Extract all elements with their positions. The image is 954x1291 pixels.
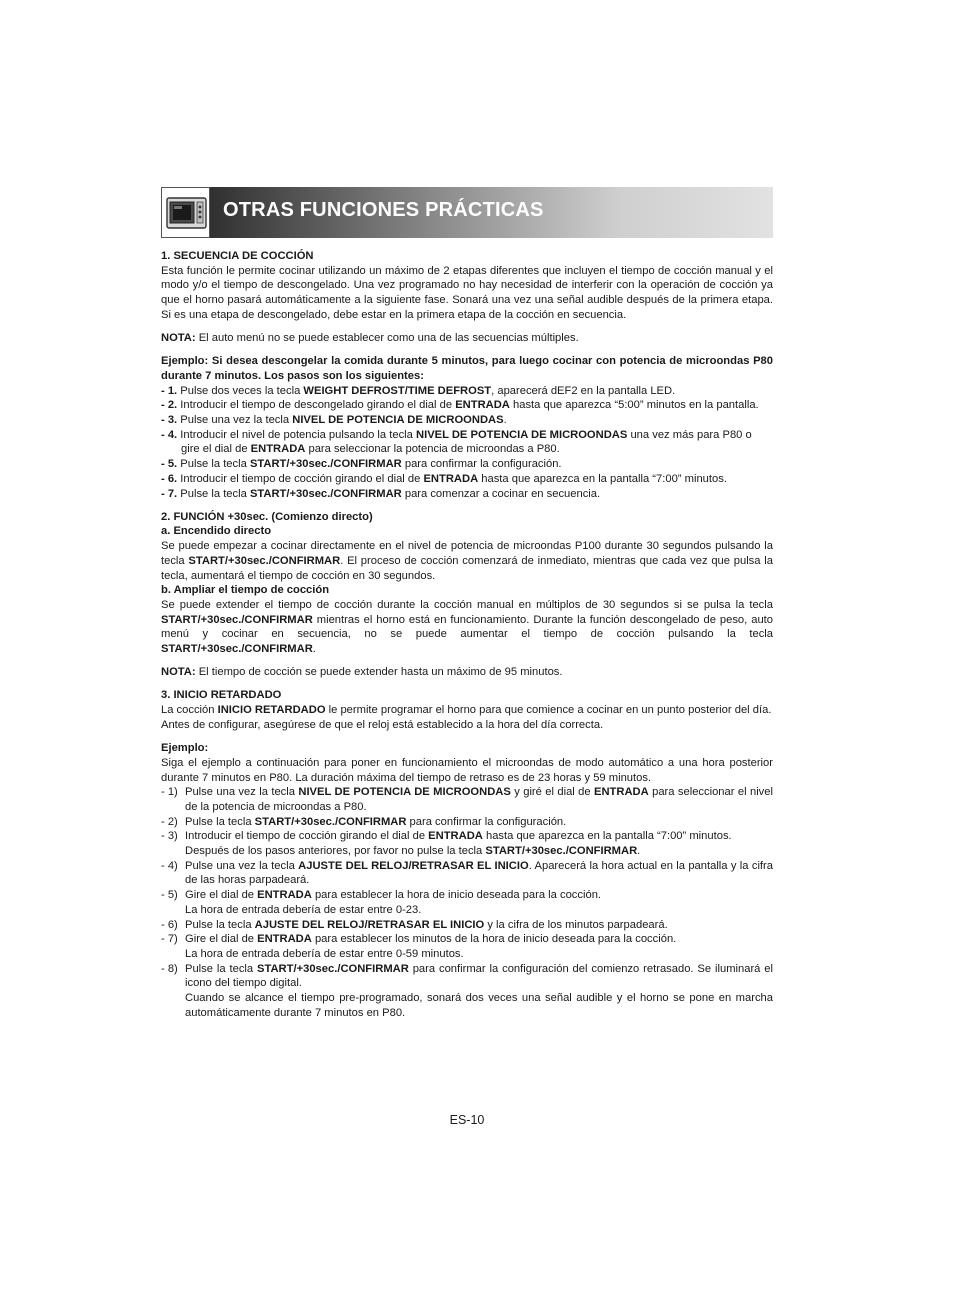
text-run: Introducir el tiempo de descongelado girando el dial de [177,399,456,412]
s3-example-body: Siga el ejemplo a continuación para poner en funcionamiento el microondas de modo automático a una hora posterior durante 7 minutos en P80. La duración máxima del tiempo de retraso es de 23 horas y 59 minutos. [161,756,773,784]
s1-note-label: NOTA: [161,332,196,345]
step-item [161,829,773,844]
text-run: hasta que aparezca en la pantalla “7:00” minutos. [482,830,732,843]
step-item [161,413,773,428]
text-run: hasta que aparezca en la pantalla “7:00” minutos. [478,472,727,485]
key-term: START/+30sec./CONFIRMAR [249,458,402,471]
key-term: ENTRADA [428,830,483,843]
step-number: - 1. [161,384,178,397]
step-continuation [161,947,773,962]
text-run: para seleccionar la potencia de microondas a P80. [305,443,560,456]
key-term: NIVEL DE POTENCIA DE MICROONDAS [292,414,504,427]
step-number: - 5. [161,458,178,471]
text-run: para confirmar la configuración. [406,815,567,828]
s2-a-heading: a. Encendido directo [161,525,272,538]
key-term: START/+30sec./CONFIRMAR [485,845,638,858]
key-term: WEIGHT DEFROST/TIME DEFROST [303,384,492,397]
text-run: Se puede extender el tiempo de cocción durante la cocción manual en múltiplos de 30 segundos si se pulsa la tecla [161,598,773,611]
text-run: Pulse la tecla [185,815,255,828]
page-number: ES-10 [449,1113,485,1127]
text-run: Introducir el nivel de potencia pulsando la tecla [177,428,416,441]
text-run: . El proceso de cocción comenzará de inmediato, mientras que cada vez que pulsa la tecla, aumentará el tiempo de cocción en 30 segundos. [161,554,773,582]
s1-note-text: El auto menú no se puede establecer como una de las secuencias múltiples. [195,332,579,345]
step-number: - 7) [161,933,178,946]
s3-example-label: Ejemplo: [161,742,209,755]
text-run: para establecer la hora de inicio deseada para la cocción. [311,889,602,902]
text-run: . Aparecerá la hora actual en la pantalla y la cifra de las horas parpadeará. [185,859,773,887]
key-term: ENTRADA [423,472,479,485]
section-header-banner [161,187,773,238]
text-run: Pulse la tecla [177,487,250,500]
text-run: Pulse una vez la tecla [185,859,299,872]
text-run: . [637,845,641,858]
step-number: - 1) [161,786,178,799]
text-run: para establecer los minutos de la hora de inicio deseada para la cocción. [311,933,677,946]
step-item [161,859,773,888]
main-content [161,249,773,1020]
text-run: Después de los pasos anteriores, por favor no pulse la tecla [185,845,486,858]
step-item [161,472,773,487]
step-item [161,384,773,399]
step-number: - 3) [161,830,178,843]
s1-note [161,331,773,346]
step-continuation [161,991,773,1020]
step-number: - 2) [161,815,178,828]
key-term: START/+30sec./CONFIRMAR [188,554,341,567]
section-title: OTRAS FUNCIONES PRÁCTICAS [223,199,544,221]
step-item [161,962,773,991]
text-run: para confirmar la configuración del comienzo retrasado. Se iluminará el icono del tiempo digital. [185,962,773,990]
step-item [161,457,773,472]
s2-a-body [161,539,773,583]
s3-heading: 3. INICIO RETARDADO [161,689,282,702]
text-run: Se puede empezar a cocinar directamente en el nivel de potencia de microondas P100 durante 30 segundos pulsando la tecla [161,540,773,567]
key-term: NIVEL DE POTENCIA DE MICROONDAS [298,786,511,799]
key-term: ENTRADA [257,933,312,946]
text-run: mientras el horno está en funcionamiento. Durante la función descongelado de peso, auto menú y cocinar en secuencia, no se puede aumentar el tiempo de cocción pulsando la tecla [161,613,773,641]
text-run: La cocción [161,704,218,717]
key-term: START/+30sec./CONFIRMAR [161,643,313,656]
text-run: Pulse la tecla [185,962,258,975]
text-run: Pulse la tecla [185,918,255,931]
text-run: Gire el dial de [185,933,258,946]
s1-step-list [161,384,773,502]
key-term: ENTRADA [455,399,510,412]
step-item [161,785,773,814]
step-number: - 3. [161,414,178,427]
text-run: para seleccionar el nivel de la potencia de microondas a P80. [185,786,773,813]
s1-example: Ejemplo: Si desea descongelar la comida durante 5 minutos, para luego cocinar con potencia de microondas P80 durante 7 minutos. Los pasos son los siguientes: [161,355,773,382]
s2-b-heading: b. Ampliar el tiempo de cocción [161,584,330,597]
text-run: Gire el dial de [185,889,258,902]
step-number: - 4) [161,859,178,872]
step-number: - 8) [161,962,178,975]
s2-heading: 2. FUNCIÓN +30sec. (Comienzo directo) [161,510,373,523]
step-item [161,487,773,502]
s3-step-list [161,785,773,1020]
key-term: ENTRADA [250,443,306,456]
text-run: . [503,414,507,427]
step-number: - 2. [161,399,178,412]
text-run: para confirmar la configuración. [401,458,562,471]
step-item [161,428,773,457]
text-run: le permite programar el horno para que comience a cocinar en un punto posterior del día. [325,704,772,717]
step-item [161,932,773,947]
s1-heading: 1. SECUENCIA DE COCCIÓN [161,250,314,262]
key-term: START/+30sec./CONFIRMAR [257,962,409,975]
s2-note-text: El tiempo de cocción se puede extender hasta un máximo de 95 minutos. [195,666,563,679]
s2-note [161,665,773,680]
text-run: Pulse una vez la tecla [185,786,299,799]
step-item [161,815,773,830]
text-run: hasta que aparezca “5:00” minutos en la pantalla. [509,399,759,412]
s1-body: Esta función le permite cocinar utilizando un máximo de 2 etapas diferentes que incluyen el tiempo de cocción manual y el modo y/o el tiempo de descongelado. Una vez programado no hay necesidad de interferir con la operación de cocción ya que el horno pasará automáticamente a la siguiente fase. Sonará una vez una señal audible después de la primera etapa. Si es una etapa de descongelado, debe estar en la primera etapa de la cocción en secuencia. [161,264,773,321]
microwave-icon [166,194,207,232]
step-number: - 4. [161,428,178,441]
key-term: START/+30sec./CONFIRMAR [161,613,313,626]
text-run: Cuando se alcance el tiempo pre-programado, sonará dos veces una señal audible y el horno se pone en marcha automáticamente durante 7 minutos en P80. [185,992,773,1019]
text-run: y la cifra de los minutos parpadeará. [484,918,668,931]
text-run: Pulse una vez la tecla [177,414,293,427]
text-run: una vez más para P80 o gire el dial de [181,428,752,456]
s2-note-label: NOTA: [161,666,196,679]
text-run: Pulse la tecla [177,458,250,471]
key-term: AJUSTE DEL RELOJ/RETRASAR EL INICIO [298,859,529,872]
text-run: , aparecerá dEF2 en la pantalla LED. [491,384,676,397]
key-term: START/+30sec./CONFIRMAR [254,815,407,828]
step-number: - 7. [161,487,178,500]
text-run: para comenzar a cocinar en secuencia. [401,487,601,500]
step-item [161,398,773,413]
text-run: Introducir el tiempo de cocción girando el dial de [177,472,424,485]
microwave-icon-box [161,187,210,238]
text-run: . [312,643,316,656]
s2-b-body [161,598,773,657]
step-continuation [161,903,773,918]
text-run: La hora de entrada debería de estar entre 0-59 minutos. [185,947,464,960]
step-item [161,918,773,933]
key-term: START/+30sec./CONFIRMAR [249,487,402,500]
text-run: La hora de entrada debería de estar entre 0-23. [185,903,422,916]
key-term: INICIO RETARDADO [217,704,326,717]
key-term: AJUSTE DEL RELOJ/RETRASAR EL INICIO [254,918,485,931]
s3-intro2: Antes de configurar, asegúrese de que el reloj está establecido a la hora del día correcta. [161,718,604,731]
key-term: ENTRADA [257,889,312,902]
step-number: - 6. [161,472,178,485]
step-number: - 6) [161,918,178,931]
key-term: NIVEL DE POTENCIA DE MICROONDAS [416,428,628,441]
text-run: y giré el dial de [510,786,595,799]
step-item [161,888,773,903]
text-run: Introducir el tiempo de cocción girando el dial de [185,830,429,843]
s3-intro [161,703,773,718]
key-term: ENTRADA [594,786,649,799]
step-continuation [161,844,773,859]
step-number: - 5) [161,889,178,902]
text-run: Pulse dos veces la tecla [177,384,304,397]
